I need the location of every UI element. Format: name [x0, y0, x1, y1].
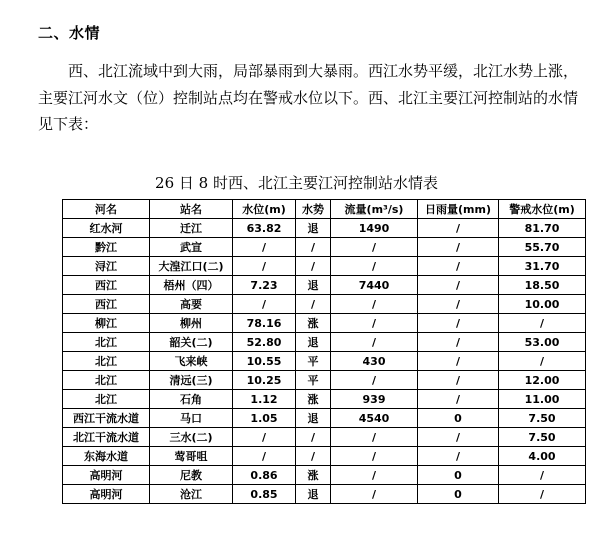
table-row	[63, 314, 586, 333]
water-level-cell: 1.05	[233, 409, 296, 428]
trend-cell: 涨	[296, 390, 331, 409]
flow-cell: /	[331, 238, 418, 257]
rainfall-cell: /	[418, 371, 499, 390]
warning-level-cell: /	[499, 466, 586, 485]
warning-level-cell: 53.00	[499, 333, 586, 352]
river-name-cell: 西江	[63, 276, 150, 295]
rainfall-cell: 0	[418, 409, 499, 428]
flow-cell: /	[331, 295, 418, 314]
rainfall-cell: 0	[418, 485, 499, 504]
trend-cell: 退	[296, 333, 331, 352]
river-name-cell: 西江干流水道	[63, 409, 150, 428]
warning-level-cell: /	[499, 314, 586, 333]
header-trend: 水势	[296, 200, 331, 219]
warning-level-cell: 11.00	[499, 390, 586, 409]
trend-cell: /	[296, 295, 331, 314]
warning-level-cell: /	[499, 352, 586, 371]
trend-cell: 涨	[296, 466, 331, 485]
rainfall-cell: /	[418, 352, 499, 371]
rainfall-cell: 0	[418, 466, 499, 485]
table-header-row	[63, 200, 586, 219]
flow-cell: 939	[331, 390, 418, 409]
table-row	[63, 295, 586, 314]
water-level-cell: 0.85	[233, 485, 296, 504]
trend-cell: /	[296, 257, 331, 276]
rainfall-cell: /	[418, 257, 499, 276]
station-name-cell: 尼教	[150, 466, 233, 485]
water-level-cell: /	[233, 447, 296, 466]
rainfall-cell: /	[418, 295, 499, 314]
table-row	[63, 409, 586, 428]
river-name-cell: 北江	[63, 371, 150, 390]
table-row	[63, 238, 586, 257]
station-name-cell: 莺哥咀	[150, 447, 233, 466]
rainfall-cell: /	[418, 314, 499, 333]
station-name-cell: 沧江	[150, 485, 233, 504]
warning-level-cell: 18.50	[499, 276, 586, 295]
river-name-cell: 高明河	[63, 485, 150, 504]
table-row	[63, 485, 586, 504]
table-row	[63, 257, 586, 276]
warning-level-cell: 55.70	[499, 238, 586, 257]
table-row	[63, 276, 586, 295]
trend-cell: /	[296, 447, 331, 466]
water-situation-paragraph: 西、北江流域中到大雨，局部暴雨到大暴雨。西江水势平缓，北江水势上涨，主要江河水文（位）控制站点均在警戒水位以下。西、北江主要江河控制站的水情见下表：	[38, 62, 579, 133]
river-name-cell: 北江	[63, 390, 150, 409]
station-name-cell: 大湟江口(二)	[150, 257, 233, 276]
rainfall-cell: /	[418, 276, 499, 295]
flow-cell: 7440	[331, 276, 418, 295]
water-level-cell: 1.12	[233, 390, 296, 409]
table-row	[63, 371, 586, 390]
flow-cell: /	[331, 257, 418, 276]
header-river: 河名	[63, 200, 150, 219]
trend-cell: 退	[296, 276, 331, 295]
warning-level-cell: 7.50	[499, 428, 586, 447]
table-row	[63, 447, 586, 466]
table-row	[63, 352, 586, 371]
flow-cell: /	[331, 333, 418, 352]
header-flow: 流量(m³/s)	[331, 200, 418, 219]
water-level-cell: 7.23	[233, 276, 296, 295]
flow-cell: /	[331, 447, 418, 466]
river-name-cell: 浔江	[63, 257, 150, 276]
water-level-cell: /	[233, 295, 296, 314]
warning-level-cell: 12.00	[499, 371, 586, 390]
rainfall-cell: /	[418, 390, 499, 409]
rainfall-cell: /	[418, 238, 499, 257]
table-row	[63, 390, 586, 409]
river-name-cell: 高明河	[63, 466, 150, 485]
table-caption: 26 日 8 时西、北江主要江河控制站水情表	[155, 174, 438, 192]
table-row	[63, 428, 586, 447]
station-name-cell: 高要	[150, 295, 233, 314]
station-name-cell: 石角	[150, 390, 233, 409]
station-name-cell: 马口	[150, 409, 233, 428]
station-name-cell: 柳州	[150, 314, 233, 333]
flow-cell: 4540	[331, 409, 418, 428]
water-level-cell: 52.80	[233, 333, 296, 352]
rainfall-cell: /	[418, 219, 499, 238]
station-name-cell: 清远(三)	[150, 371, 233, 390]
header-warning-level: 警戒水位(m)	[499, 200, 586, 219]
water-level-cell: 63.82	[233, 219, 296, 238]
warning-level-cell: 31.70	[499, 257, 586, 276]
trend-cell: /	[296, 238, 331, 257]
river-name-cell: 红水河	[63, 219, 150, 238]
trend-cell: /	[296, 428, 331, 447]
table-row	[63, 333, 586, 352]
trend-cell: 涨	[296, 314, 331, 333]
river-name-cell: 北江	[63, 333, 150, 352]
flow-cell: /	[331, 428, 418, 447]
warning-level-cell: 81.70	[499, 219, 586, 238]
header-station: 站名	[150, 200, 233, 219]
water-level-cell: 78.16	[233, 314, 296, 333]
river-name-cell: 柳江	[63, 314, 150, 333]
flow-cell: /	[331, 466, 418, 485]
rainfall-cell: /	[418, 428, 499, 447]
trend-cell: 退	[296, 485, 331, 504]
water-status-table	[62, 199, 586, 504]
table-row	[63, 466, 586, 485]
flow-cell: 1490	[331, 219, 418, 238]
trend-cell: 退	[296, 219, 331, 238]
station-name-cell: 武宣	[150, 238, 233, 257]
station-name-cell: 韶关(二)	[150, 333, 233, 352]
section-heading: 二、水情	[38, 24, 101, 42]
flow-cell: /	[331, 371, 418, 390]
river-name-cell: 西江	[63, 295, 150, 314]
water-level-cell: /	[233, 257, 296, 276]
station-name-cell: 迁江	[150, 219, 233, 238]
header-daily-rainfall: 日雨量(mm)	[418, 200, 499, 219]
warning-level-cell: 10.00	[499, 295, 586, 314]
water-level-cell: 10.55	[233, 352, 296, 371]
header-water-level: 水位(m)	[233, 200, 296, 219]
station-name-cell: 飞来峡	[150, 352, 233, 371]
rainfall-cell: /	[418, 447, 499, 466]
trend-cell: 平	[296, 352, 331, 371]
river-name-cell: 北江	[63, 352, 150, 371]
trend-cell: 退	[296, 409, 331, 428]
river-name-cell: 北江干流水道	[63, 428, 150, 447]
water-level-cell: /	[233, 428, 296, 447]
flow-cell: 430	[331, 352, 418, 371]
water-level-cell: /	[233, 238, 296, 257]
river-name-cell: 东海水道	[63, 447, 150, 466]
station-name-cell: 梧州（四）	[150, 276, 233, 295]
table-row	[63, 219, 586, 238]
warning-level-cell: 4.00	[499, 447, 586, 466]
warning-level-cell: 7.50	[499, 409, 586, 428]
flow-cell: /	[331, 314, 418, 333]
water-level-cell: 10.25	[233, 371, 296, 390]
station-name-cell: 三水(二)	[150, 428, 233, 447]
water-level-cell: 0.86	[233, 466, 296, 485]
warning-level-cell: /	[499, 485, 586, 504]
flow-cell: /	[331, 485, 418, 504]
river-name-cell: 黔江	[63, 238, 150, 257]
rainfall-cell: /	[418, 333, 499, 352]
trend-cell: 平	[296, 371, 331, 390]
